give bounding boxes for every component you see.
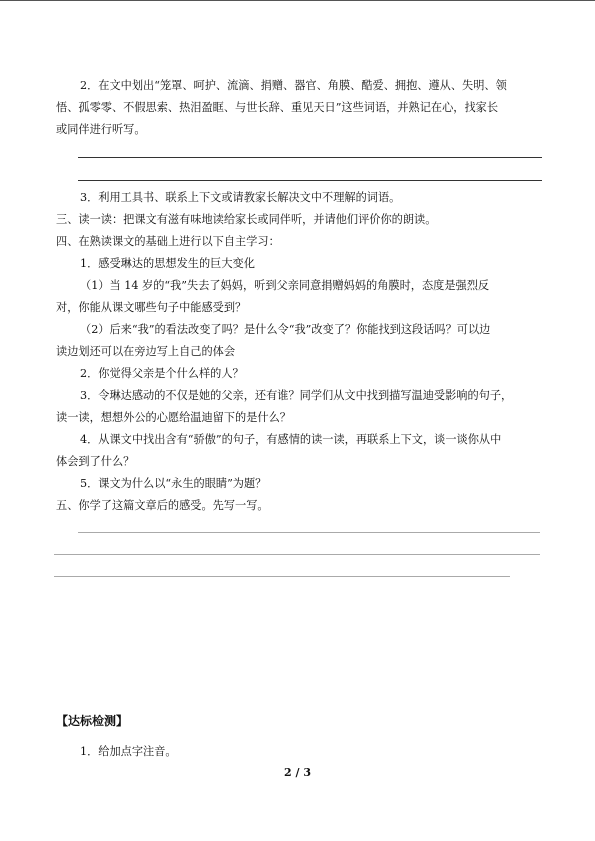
paragraph-line: 3．利用工具书、联系上下文或请教家长解决文中不理解的词语。: [80, 191, 401, 204]
paragraph-line: 五、你学了这篇文章后的感受。先写一写。: [56, 499, 269, 512]
paragraph-line: （1）当 14 岁的“我”失去了妈妈，听到父亲同意捐赠妈妈的角膜时，态度是强烈反: [80, 279, 490, 292]
page-number: 2 / 3: [284, 766, 311, 779]
paragraph-line: 3．令琳达感动的不仅是她的父亲，还有谁？同学们从文中找到描写温迪受影响的句子，: [80, 389, 513, 402]
paragraph-line: 体会到了什么？: [56, 455, 135, 468]
paragraph-line: 悟、孤零零、不假思索、热泪盈眶、与世长辞、重见天日”这些词语，并熟记在心，找家长: [56, 101, 499, 114]
paragraph-line: 四、在熟读课文的基础上进行以下自主学习：: [56, 235, 280, 248]
paragraph-line: 4．从课文中找出含有“骄傲”的句子，有感情的读一读，再联系上下文，谈一谈你从中: [80, 433, 502, 446]
paragraph-line: 三、读一读：把课文有滋有味地读给家长或同伴听，并请他们评价你的朗读。: [56, 213, 437, 226]
paragraph-line: 读一读，想想外公的心愿给温迪留下的是什么？: [56, 411, 291, 424]
answer-line: [78, 532, 540, 533]
answer-line: [78, 157, 542, 158]
paragraph-line: 读边划还可以在旁边写上自己的体会: [56, 345, 236, 358]
page-top-border: [0, 0, 595, 1]
paragraph-line: 2．在文中划出“笼罩、呵护、流滴、捐赠、器官、角膜、酷爱、拥抱、遵从、失明、领: [80, 79, 507, 92]
section-heading: 【达标检测】: [56, 714, 129, 728]
paragraph-line: 2．你觉得父亲是个什么样的人？: [80, 367, 244, 380]
paragraph-line: 或同伴进行听写。: [56, 123, 146, 136]
answer-line: [54, 554, 540, 555]
paragraph-line: 1．给加点字注音。: [80, 745, 177, 758]
paragraph-line: （2）后来“我”的看法改变了吗？是什么令“我”改变了？你能找到这段话吗？可以边: [80, 323, 491, 336]
paragraph-line: 5．课文为什么以“永生的眼睛”为题？: [80, 477, 267, 490]
answer-line: [78, 180, 542, 181]
paragraph-line: 1．感受琳达的思想发生的巨大变化: [80, 257, 255, 270]
paragraph-line: 对，你能从课文哪些句子中能感受到？: [56, 301, 247, 314]
answer-line: [54, 576, 510, 577]
